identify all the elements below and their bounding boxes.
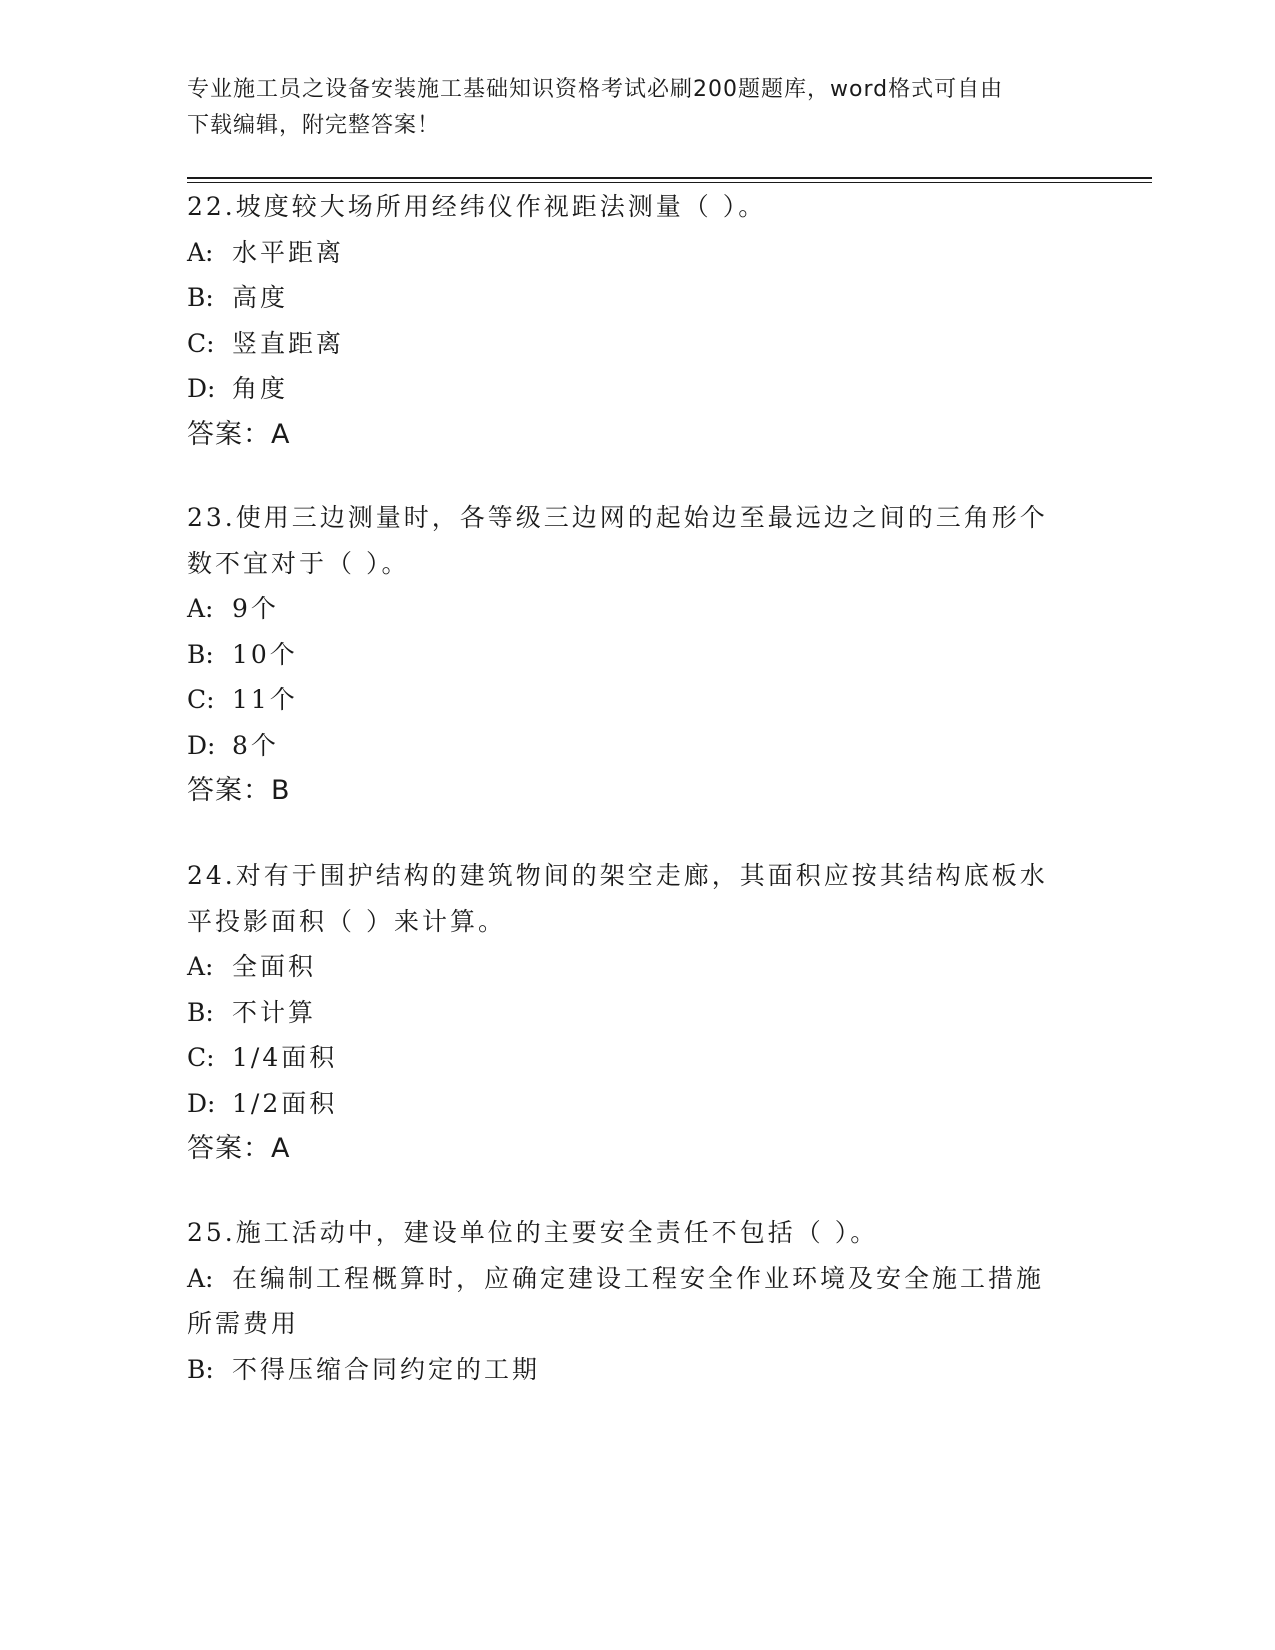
option-b: B: 不计算	[187, 997, 317, 1027]
question-stem: 25.施工活动中，建设单位的主要安全责任不包括（ ）。	[187, 1218, 879, 1247]
question-stem: 22.坡度较大场所用经纬仪作视距法测量（ ）。	[187, 192, 767, 221]
question-stem-line-2: 平投影面积（ ）来计算。	[187, 906, 506, 936]
header-rule-thick	[187, 177, 1152, 179]
option-b: B: 不得压缩合同约定的工期	[187, 1354, 541, 1384]
option-b: B: 10个	[187, 639, 298, 669]
question-23	[187, 495, 1087, 814]
question-25	[187, 1210, 1087, 1392]
option-a: A: 全面积	[187, 952, 317, 981]
question-stem-line-2: 数不宜对于（ ）。	[187, 548, 410, 578]
option-c: C: 1/4面积	[187, 1043, 338, 1072]
header-rule-thin	[187, 182, 1152, 183]
option-a: A: 9个	[187, 594, 279, 623]
answer-label: 答案：A	[187, 418, 291, 450]
answer-label: 答案：A	[187, 1133, 291, 1164]
header-line-2: 下载编辑，附完整答案！	[187, 113, 441, 138]
option-a: A: 水平距离	[187, 237, 345, 267]
answer-label: 答案：B	[187, 775, 291, 806]
document-header	[187, 72, 1067, 144]
question-stem-line-1: 24.对有于围护结构的建筑物间的架空走廊，其面积应按其结构底板水	[187, 861, 1048, 890]
option-c: C: 竖直距离	[187, 328, 345, 358]
option-a-continued: 所需费用	[187, 1309, 300, 1338]
question-24	[187, 853, 1087, 1172]
option-d: D: 角度	[187, 374, 289, 403]
question-stem-line-1: 23.使用三边测量时，各等级三边网的起始边至最远边之间的三角形个	[187, 503, 1048, 532]
question-22	[187, 184, 1087, 457]
option-a: A: 在编制工程概算时，应确定建设工程安全作业环境及安全施工措施	[187, 1263, 1045, 1293]
option-d: D: 8个	[187, 730, 279, 760]
header-line-1: 专业施工员之设备安装施工基础知识资格考试必刷200题题库，word格式可自由	[187, 77, 1004, 102]
option-d: D: 1/2面积	[187, 1088, 338, 1118]
option-b: B: 高度	[187, 283, 289, 312]
option-c: C: 11个	[187, 685, 298, 714]
